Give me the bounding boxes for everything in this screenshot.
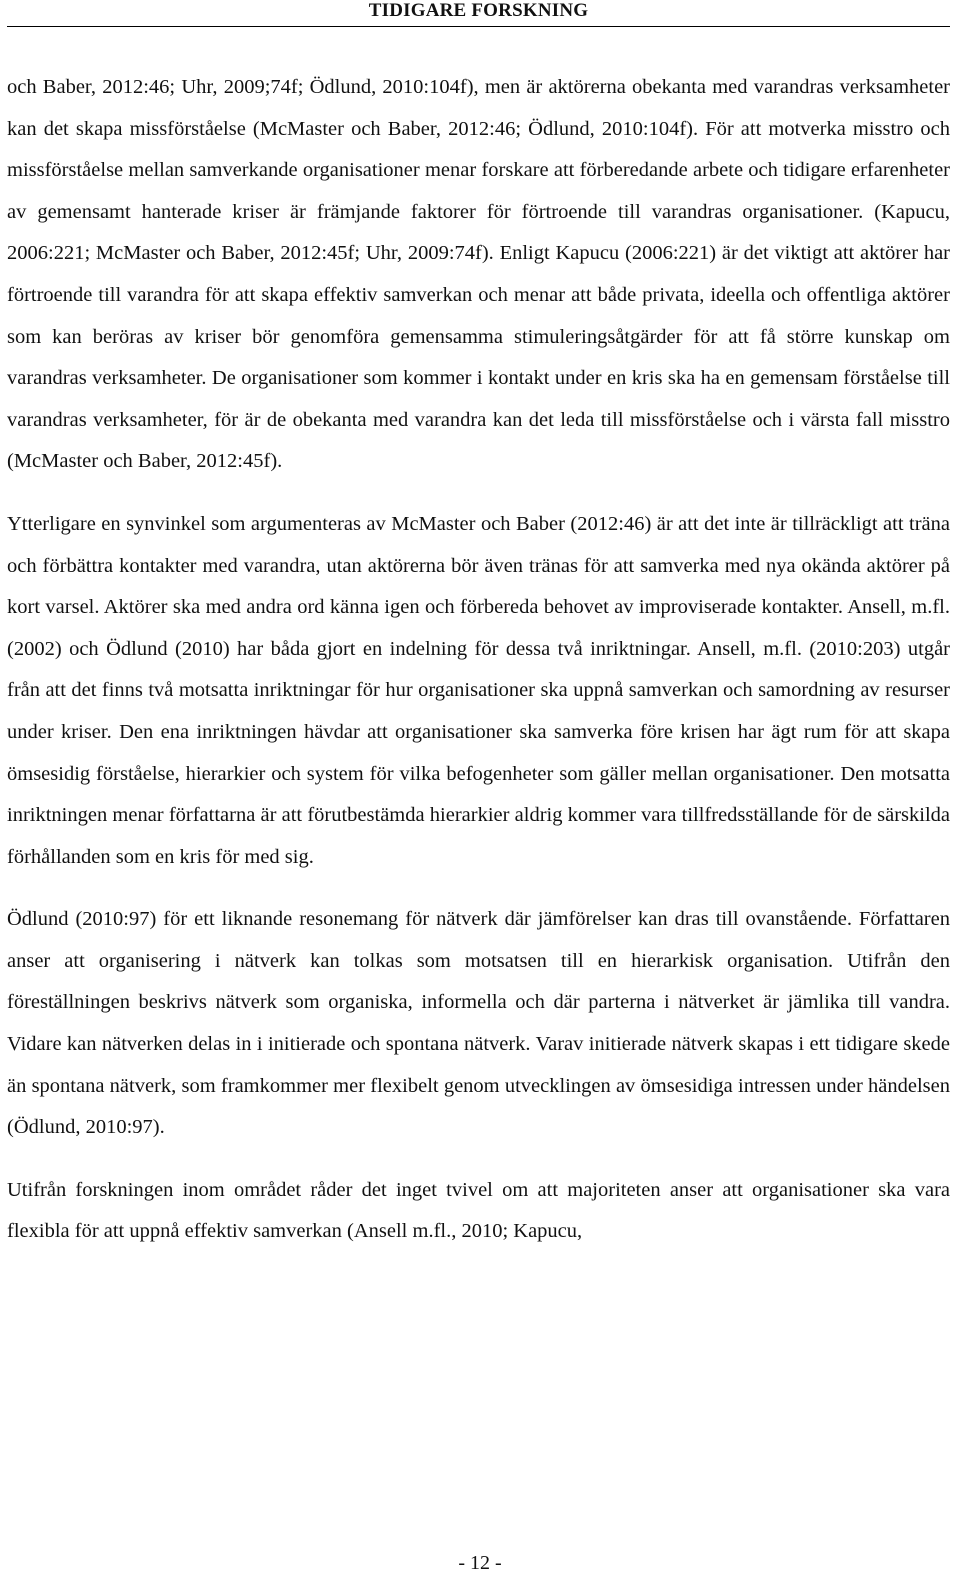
paragraph-3: Ödlund (2010:97) för ett liknande resonemang för nätverk där jämförelser kan dras till ovanstående. Författaren anser att organisering i nätverk kan tolkas som motsatsen till en hierarkisk organisation. Utifrån den föreställningen beskrivs nätverk som organiska, informella och där parterna i nätverket är jämlika till vandra. Vidare kan nätverken delas in i initierade och spontana nätverk. Varav initierade nätverk skapas i ett tidigare skede än spontana nätverk, som framkommer mer flexibelt genom utvecklingen av ömsesidiga intressen under händelsen (Ödlund, 2010:97). (7, 908, 950, 1139)
page-number: - 12 - (458, 1552, 502, 1574)
running-header: TIDIGARE FORSKNING (7, 0, 950, 27)
paragraph-1: och Baber, 2012:46; Uhr, 2009;74f; Ödlund, 2010:104f), men är aktörerna obekanta med varandras verksamheter kan det skapa missförståelse (McMaster och Baber, 2012:46; Ödlund, 2010:104f). För att motverka misstro och missförståelse mellan samverkande organisationer menar forskare att förberedande arbete och tidigare erfarenheter av gemensamt hanterade kriser är främjande faktorer för förtroende till varandras organisationer. (Kapucu, 2006:221; McMaster och Baber, 2012:45f; Uhr, 2009:74f). Enligt Kapucu (2006:221) är det viktigt att aktörer har förtroende till varandra för att skapa effektiv samverkan och menar att både privata, ideella och offentliga aktörer som kan beröras av kriser bör genomföra gemensamma stimuleringsåtgärder för att få större kunskap om varandras verksamheter. De organisationer som kommer i kontakt under en kris ska ha en gemensam förståelse till varandras verksamheter, för är de obekanta med varandra kan det leda till missförståelse och i värsta fall misstro (McMaster och Baber, 2012:45f). (7, 76, 950, 473)
body-text (7, 67, 950, 1253)
paragraph-4: Utifrån forskningen inom området råder det inget tvivel om att majoriteten anser att organisationer ska vara flexibla för att uppnå effektiv samverkan (Ansell m.fl., 2010; Kapucu, (7, 1178, 950, 1243)
paragraph-2: Ytterligare en synvinkel som argumenteras av McMaster och Baber (2012:46) är att det inte är tillräckligt att träna och förbättra kontakter med varandra, utan aktörerna bör även tränas för att samverka med nya okända aktörer på kort varsel. Aktörer ska med andra ord känna igen och förbereda behovet av improviserade kontakter. Ansell, m.fl. (2002) och Ödlund (2010) har båda gjort en indelning för dessa två inriktningar. Ansell, m.fl. (2010:203) utgår från att det finns två motsatta inriktningar för hur organisationer ska uppnå samverkan och samordning av resurser under kriser. Den ena inriktningen hävdar att organisationer ska samverka före krisen har ägt rum för att skapa ömsesidig förståelse, hierarkier och system för vilka befogenheter som gäller mellan organisationer. Den motsatta inriktningen menar författarna är att förutbestämda hierarkier aldrig kommer vara tillfredsställande för de särskilda förhållanden som en kris för med sig. (7, 512, 950, 868)
